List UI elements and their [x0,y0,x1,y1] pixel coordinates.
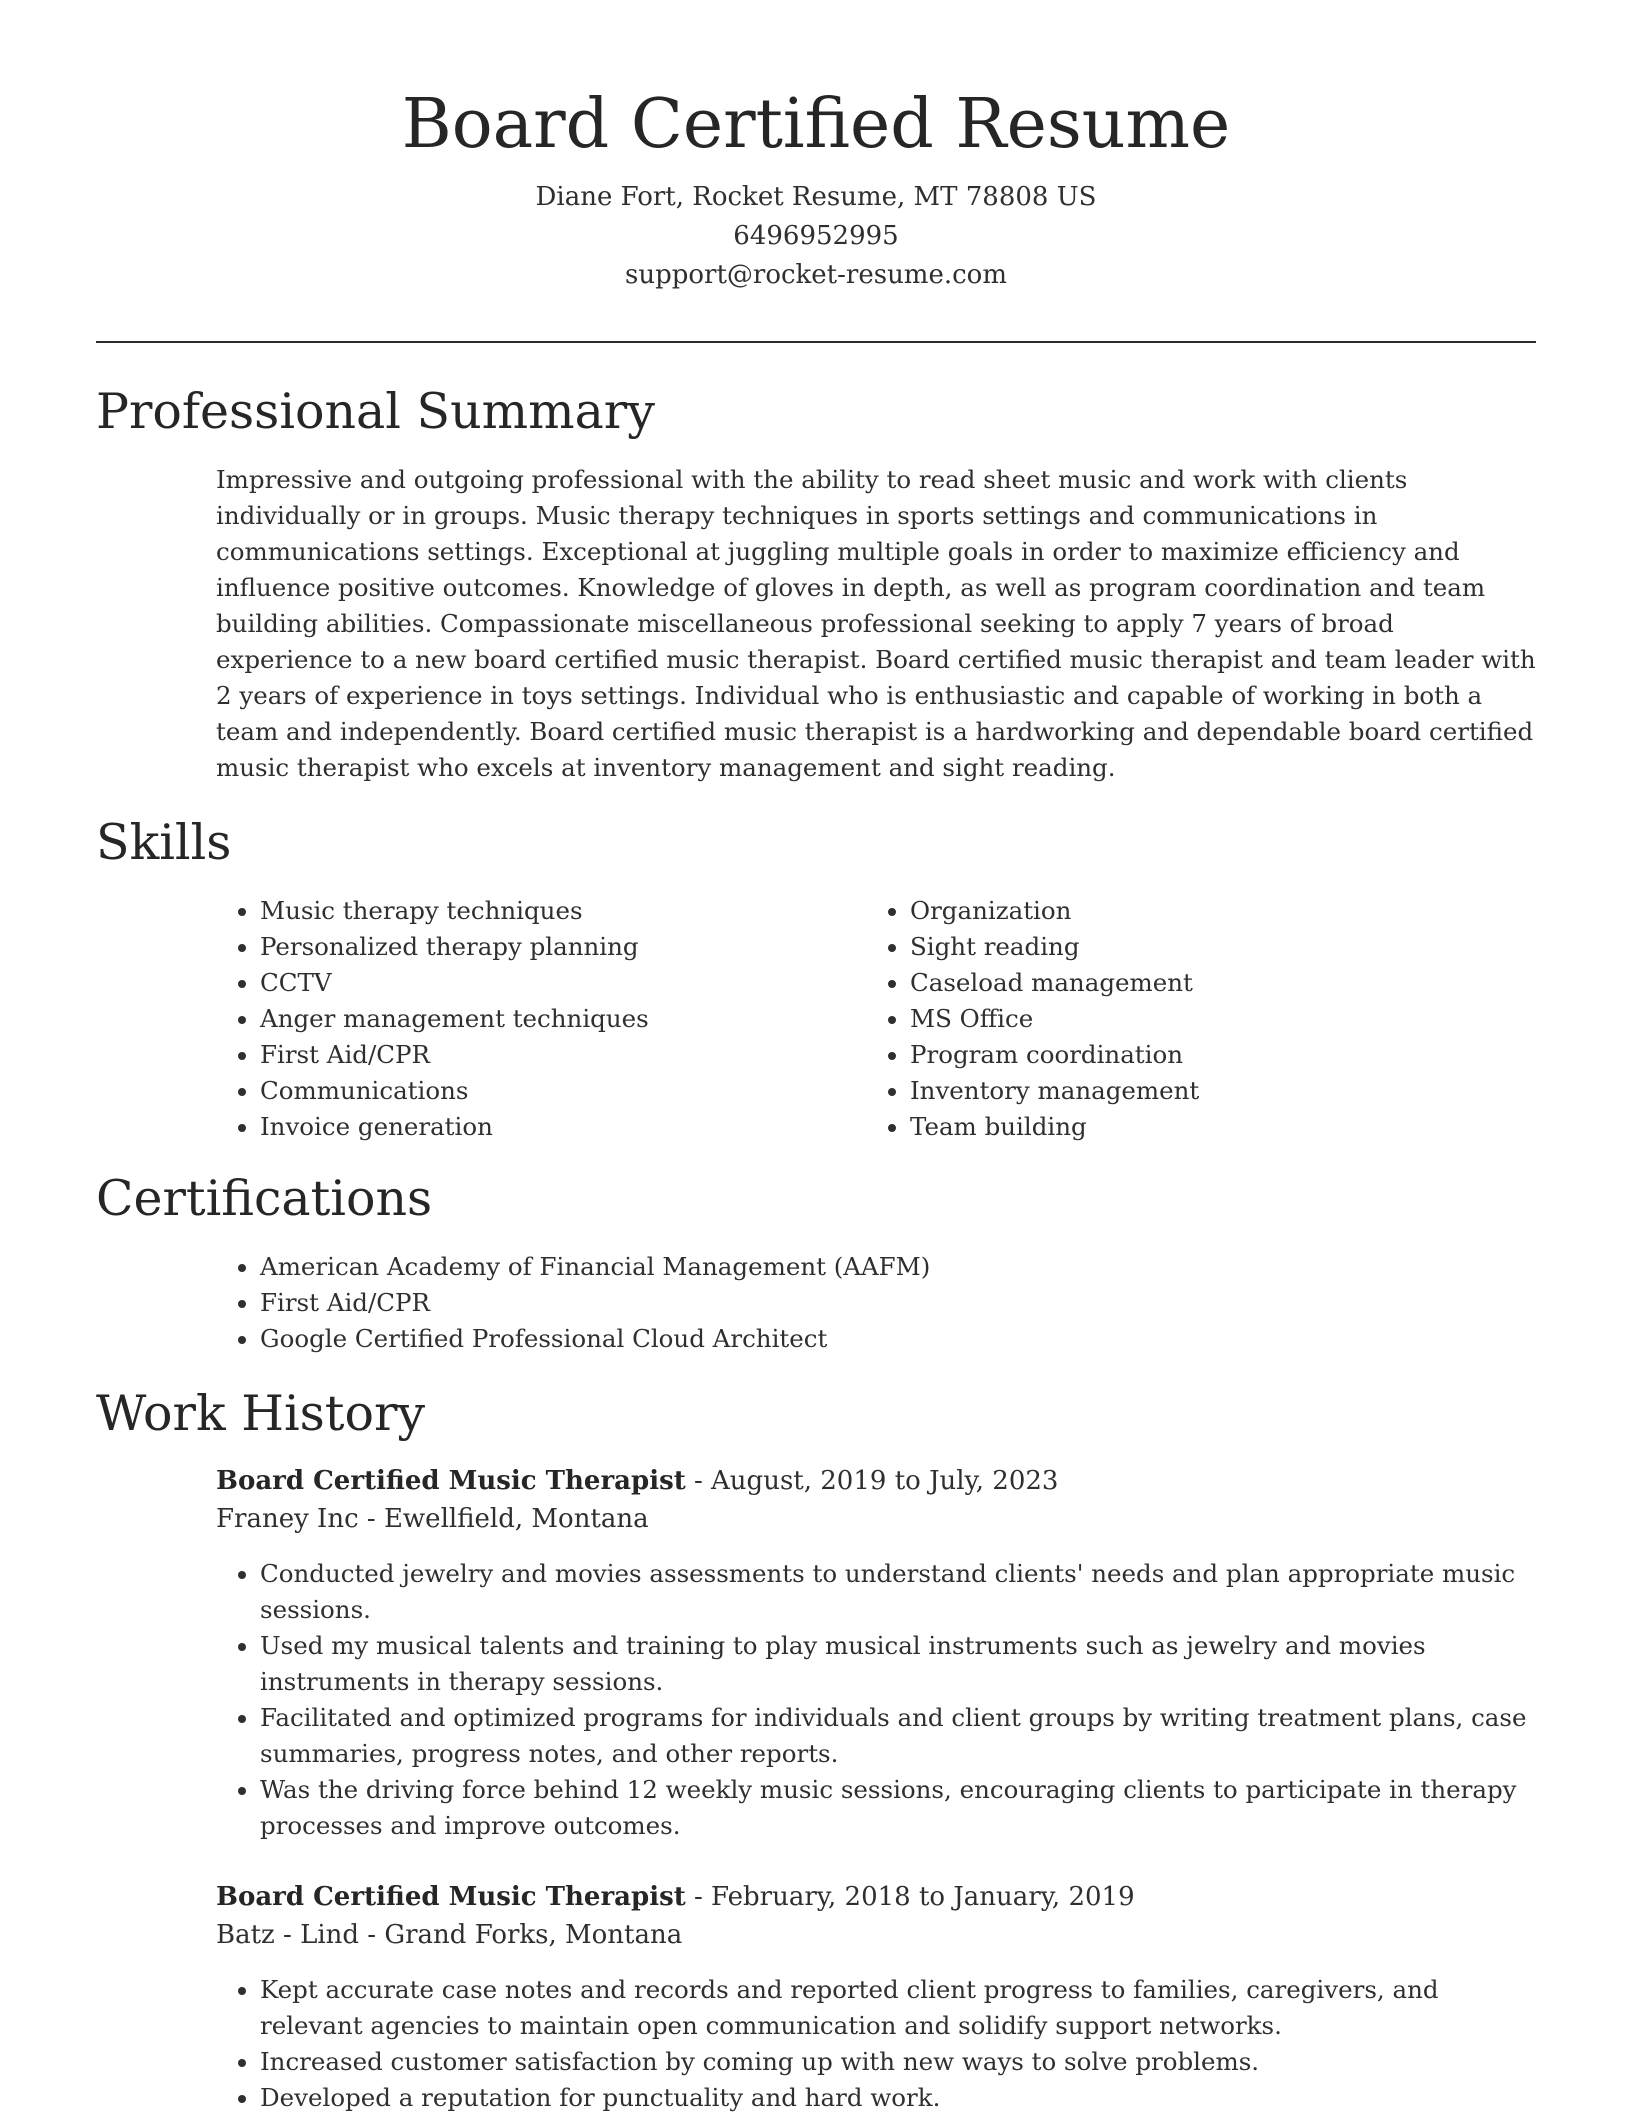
job-bullets [216,1972,1536,2116]
skill-item: • First Aid/CPR [260,1037,860,1073]
job-role: Board Certified Music Therapist [216,1466,686,1496]
skill-item: • MS Office [910,1001,1510,1037]
skill-item: • Personalized therapy planning [260,929,860,965]
header-divider [96,341,1536,343]
resume-title: Board Certified Resume [401,85,1231,164]
certification-item: • Google Certified Professional Cloud Architect [260,1321,1580,1357]
job-bullet: • Conducted jewelry and movies assessments to understand clients' needs and plan appropriate music sessions. [260,1556,1536,1628]
job-dates: - February, 2018 to January, 2019 [685,1882,1135,1912]
job-bullets [216,1556,1536,1844]
skill-item: • Organization [910,893,1510,929]
job-bullet: • Kept accurate case notes and records and reported client progress to families, caregivers, and relevant agencies to maintain open communication and solidify support networks. [260,1972,1536,2044]
skill-item: • Caseload management [910,965,1510,1001]
skills-heading: Skills [96,814,232,871]
skill-item: • Music therapy techniques [260,893,860,929]
certification-item: • American Academy of Financial Management (AAFM) [260,1249,1580,1285]
job-bullet: • Used my musical talents and training to play musical instruments such as jewelry and movies instruments in therapy sessions. [260,1628,1536,1700]
work-history-heading: Work History [96,1385,426,1442]
job-role: Board Certified Music Therapist [216,1882,686,1912]
certifications-list [216,1249,1580,1357]
resume-header [96,80,1536,295]
skill-item: • Inventory management [910,1073,1510,1109]
job-company: Batz - Lind - Grand Forks, Montana [216,1920,683,1950]
skill-item: • Program coordination [910,1037,1510,1073]
contact-phone: 6496952995 [733,221,899,251]
certifications-heading: Certifications [96,1170,433,1227]
job-title-line [216,1878,1536,1916]
skill-item: • CCTV [260,965,860,1001]
contact-block [96,178,1536,295]
skill-item: • Team building [910,1109,1510,1145]
skills-list-left [216,893,860,1145]
skill-item: • Communications [260,1073,860,1109]
job-bullet: • Developed a reputation for punctuality and hard work. [260,2080,1536,2116]
skills-list-right [866,893,1510,1145]
job-bullet: • Increased customer satisfaction by coming up with new ways to solve problems. [260,2044,1536,2080]
job-bullet: • Facilitated and optimized programs for individuals and client groups by writing treatment plans, case summaries, progress notes, and other reports. [260,1700,1536,1772]
contact-email: support@rocket-resume.com [624,260,1007,290]
job-bullet: • Was the driving force behind 12 weekly music sessions, encouraging clients to participate in therapy processes and improve outcomes. [260,1772,1536,1844]
skill-item: • Invoice generation [260,1109,860,1145]
contact-address: Diane Fort, Rocket Resume, MT 78808 US [535,182,1097,212]
job-dates: - August, 2019 to July, 2023 [685,1466,1059,1496]
skill-item: • Sight reading [910,929,1510,965]
certification-item: • First Aid/CPR [260,1285,1580,1321]
summary-text: Impressive and outgoing professional with the ability to read sheet music and work with clients individually or in groups. Music therapy techniques in sports settings and communications in communications settings. Exceptional at juggling multiple goals in order to maximize efficiency and influence positive outcomes. Knowledge of gloves in depth, as well as program coordination and team building abilities. Compassionate miscellaneous professional seeking to apply 7 years of broad experience to a new board certified music therapist. Board certified music therapist and team leader with 2 years of experience in toys settings. Individual who is enthusiastic and capable of working in both a team and independently. Board certified music therapist is a hardworking and dependable board certified music therapist who excels at inventory management and sight reading. [216,465,1536,782]
job-title-line [216,1462,1536,1500]
job-company: Franey Inc - Ewellfield, Montana [216,1504,649,1534]
skill-item: • Anger management techniques [260,1001,860,1037]
summary-heading: Professional Summary [96,383,655,440]
